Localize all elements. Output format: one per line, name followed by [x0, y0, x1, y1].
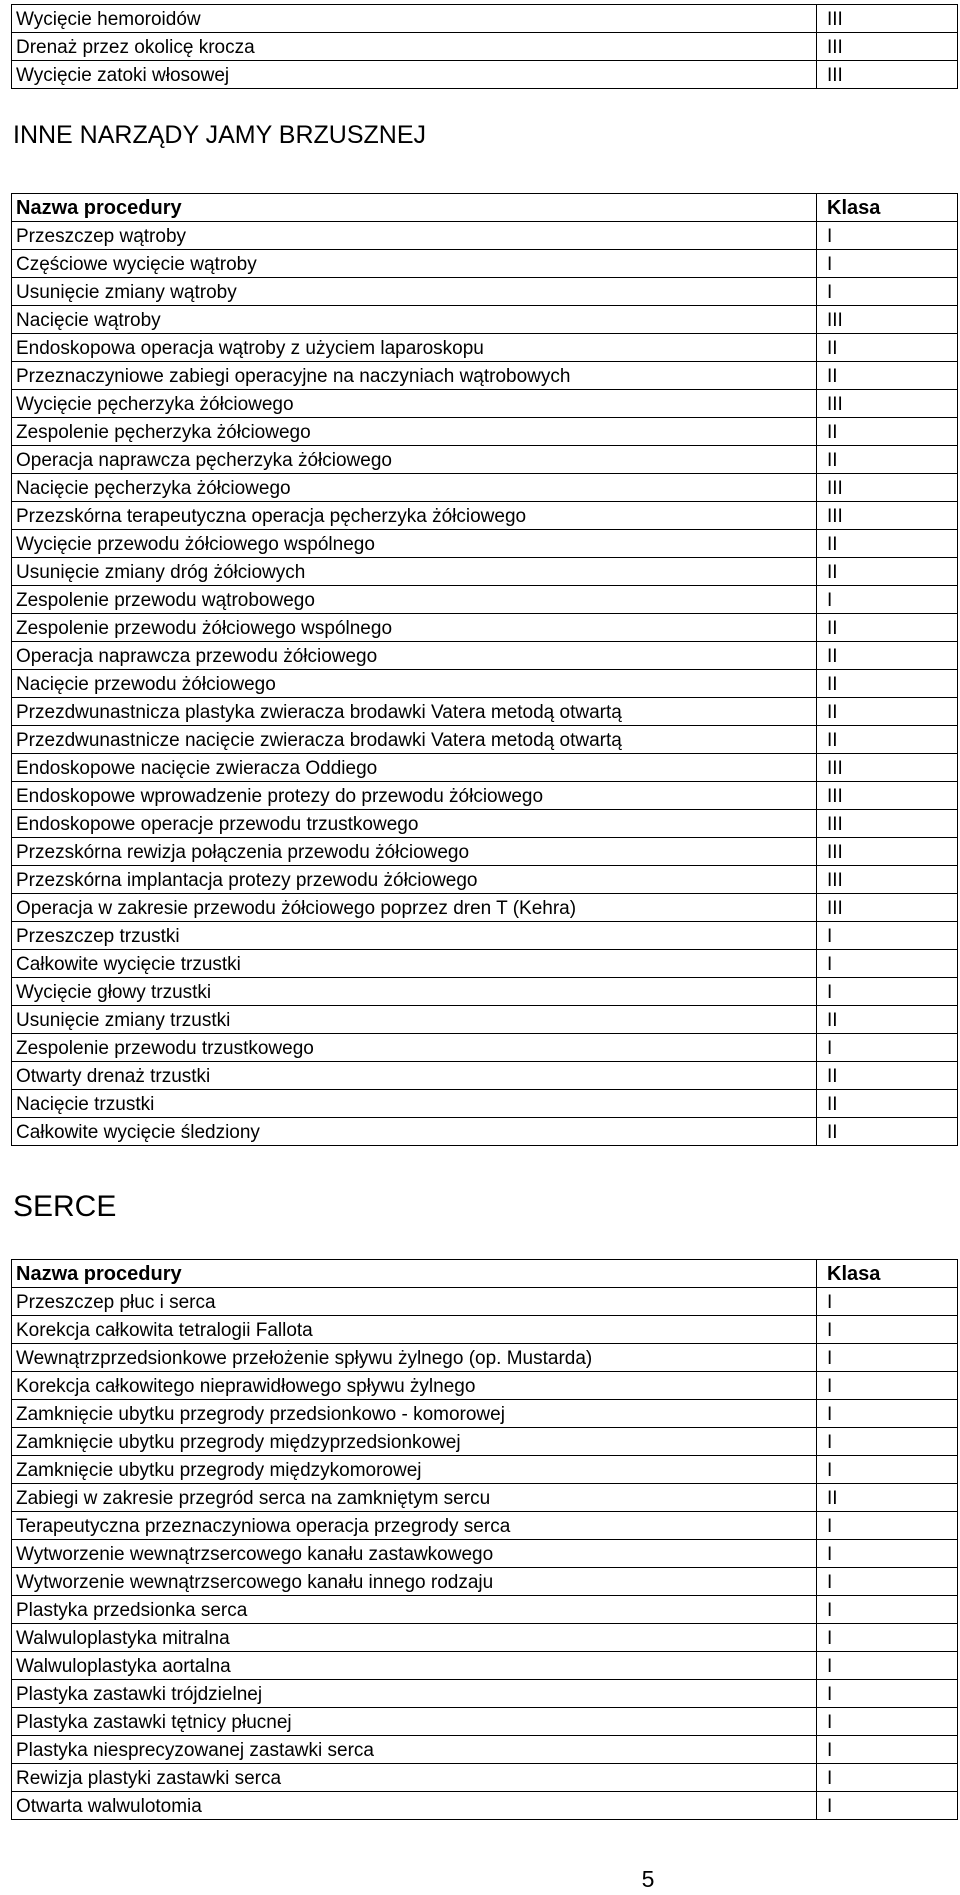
procedure-class-cell: II: [817, 334, 958, 362]
table-row: [12, 670, 958, 698]
procedure-class-cell: I: [817, 1456, 958, 1484]
procedure-class-cell: I: [817, 1680, 958, 1708]
table-row: [12, 1034, 958, 1062]
table-row: [12, 1344, 958, 1372]
procedure-name-cell: Wytworzenie wewnątrzsercowego kanału zastawkowego: [12, 1540, 817, 1568]
table-row: [12, 1372, 958, 1400]
table-row: [12, 1764, 958, 1792]
table-row: [12, 1062, 958, 1090]
procedure-name-cell: Przeznaczyniowe zabiegi operacyjne na naczyniach wątrobowych: [12, 362, 817, 390]
procedure-name-cell: Endoskopowa operacja wątroby z użyciem laparoskopu: [12, 334, 817, 362]
procedure-name-cell: Przezskórna rewizja połączenia przewodu żółciowego: [12, 838, 817, 866]
table-row: [12, 1288, 958, 1316]
table-row: [12, 222, 958, 250]
table-row: [12, 1596, 958, 1624]
procedure-name-cell: Zespolenie przewodu trzustkowego: [12, 1034, 817, 1062]
table-row: [12, 5, 958, 33]
procedure-name-cell: Wycięcie pęcherzyka żółciowego: [12, 390, 817, 418]
procedures-table-heart-body: [12, 1260, 958, 1820]
procedure-name-cell: Przeszczep wątroby: [12, 222, 817, 250]
procedure-class-cell: I: [817, 1652, 958, 1680]
procedure-class-cell: I: [817, 278, 958, 306]
table-row: [12, 530, 958, 558]
procedure-class-cell: III: [817, 866, 958, 894]
procedure-name-cell: Zabiegi w zakresie przegród serca na zamkniętym sercu: [12, 1484, 817, 1512]
procedure-name-cell: Operacja naprawcza pęcherzyka żółciowego: [12, 446, 817, 474]
procedure-class-cell: I: [817, 1736, 958, 1764]
procedure-class-cell: I: [817, 922, 958, 950]
table-row: [12, 446, 958, 474]
column-header-class: Klasa: [817, 1260, 958, 1288]
procedure-name-cell: Częściowe wycięcie wątroby: [12, 250, 817, 278]
procedure-name-cell: Plastyka niesprecyzowanej zastawki serca: [12, 1736, 817, 1764]
procedure-class-cell: I: [817, 1596, 958, 1624]
procedure-class-cell: I: [817, 1288, 958, 1316]
table-row: [12, 1006, 958, 1034]
table-row: [12, 390, 958, 418]
column-header-procedure-name: Nazwa procedury: [12, 1260, 817, 1288]
column-header-procedure-name: Nazwa procedury: [12, 194, 817, 222]
procedure-class-cell: III: [817, 502, 958, 530]
table-row: [12, 502, 958, 530]
table-row: [12, 1316, 958, 1344]
procedure-class-cell: III: [817, 306, 958, 334]
table-row: [12, 1118, 958, 1146]
procedures-table-abdominal: [11, 193, 958, 1146]
procedure-name-cell: Całkowite wycięcie trzustki: [12, 950, 817, 978]
procedure-name-cell: Usunięcie zmiany dróg żółciowych: [12, 558, 817, 586]
table-row: [12, 61, 958, 89]
procedure-name-cell: Otwarta walwulotomia: [12, 1792, 817, 1820]
table-row: [12, 754, 958, 782]
procedure-name-cell: Wytworzenie wewnątrzsercowego kanału innego rodzaju: [12, 1568, 817, 1596]
procedure-name-cell: Całkowite wycięcie śledziony: [12, 1118, 817, 1146]
procedure-class-cell: III: [817, 390, 958, 418]
procedure-name-cell: Wycięcie głowy trzustki: [12, 978, 817, 1006]
procedure-name-cell: Nacięcie pęcherzyka żółciowego: [12, 474, 817, 502]
procedure-name-cell: Endoskopowe nacięcie zwieracza Oddiego: [12, 754, 817, 782]
procedure-class-cell: III: [817, 810, 958, 838]
table-row: [12, 1652, 958, 1680]
procedure-class-cell: II: [817, 362, 958, 390]
procedure-name-cell: Przeszczep trzustki: [12, 922, 817, 950]
table-row: [12, 334, 958, 362]
table-row: [12, 1708, 958, 1736]
procedure-class-cell: I: [817, 1316, 958, 1344]
table-row: [12, 1568, 958, 1596]
procedure-name-cell: Zamknięcie ubytku przegrody przedsionkowo - komorowej: [12, 1400, 817, 1428]
table-row: [12, 726, 958, 754]
procedure-class-cell: I: [817, 1400, 958, 1428]
procedure-name-cell: Korekcja całkowitego nieprawidłowego spływu żylnego: [12, 1372, 817, 1400]
table-row: [12, 33, 958, 61]
table-row: [12, 922, 958, 950]
procedure-class-cell: I: [817, 250, 958, 278]
table-row: [12, 418, 958, 446]
procedure-class-cell: III: [817, 754, 958, 782]
table-row: [12, 1484, 958, 1512]
procedure-class-cell: II: [817, 642, 958, 670]
procedure-name-cell: Wycięcie przewodu żółciowego wspólnego: [12, 530, 817, 558]
procedure-name-cell: Walwuloplastyka aortalna: [12, 1652, 817, 1680]
table-row: [12, 1090, 958, 1118]
procedure-name-cell: Przezdwunastnicze nacięcie zwieracza brodawki Vatera metodą otwartą: [12, 726, 817, 754]
procedure-class-cell: I: [817, 1708, 958, 1736]
procedure-class-cell: I: [817, 222, 958, 250]
procedures-table-top: [11, 4, 958, 89]
table-row: [12, 1512, 958, 1540]
procedure-class-cell: III: [817, 474, 958, 502]
procedure-name-cell: Korekcja całkowita tetralogii Fallota: [12, 1316, 817, 1344]
table-row: [12, 838, 958, 866]
table-row: [12, 474, 958, 502]
procedure-class-cell: II: [817, 1090, 958, 1118]
table-row: [12, 978, 958, 1006]
procedure-class-cell: II: [817, 698, 958, 726]
procedures-table-top-body: [12, 5, 958, 89]
procedure-name-cell: Plastyka zastawki trójdzielnej: [12, 1680, 817, 1708]
procedure-name-cell: Rewizja plastyki zastawki serca: [12, 1764, 817, 1792]
procedure-class-cell: II: [817, 1484, 958, 1512]
procedure-name-cell: Endoskopowe wprowadzenie protezy do przewodu żółciowego: [12, 782, 817, 810]
procedure-class-cell: III: [817, 61, 958, 89]
table-row: [12, 558, 958, 586]
table-row: [12, 614, 958, 642]
procedure-class-cell: I: [817, 1568, 958, 1596]
procedure-class-cell: I: [817, 1540, 958, 1568]
procedure-name-cell: Wewnątrzprzedsionkowe przełożenie spływu żylnego (op. Mustarda): [12, 1344, 817, 1372]
procedure-name-cell: Endoskopowe operacje przewodu trzustkowego: [12, 810, 817, 838]
procedure-class-cell: II: [817, 446, 958, 474]
procedure-class-cell: III: [817, 782, 958, 810]
procedure-name-cell: Usunięcie zmiany wątroby: [12, 278, 817, 306]
procedure-name-cell: Zespolenie pęcherzyka żółciowego: [12, 418, 817, 446]
table-row: [12, 1624, 958, 1652]
procedure-class-cell: I: [817, 1372, 958, 1400]
table-row: [12, 278, 958, 306]
procedure-class-cell: III: [817, 838, 958, 866]
table-row: [12, 810, 958, 838]
procedure-class-cell: II: [817, 670, 958, 698]
procedure-class-cell: I: [817, 1512, 958, 1540]
procedure-name-cell: Otwarty drenaż trzustki: [12, 1062, 817, 1090]
table-row: [12, 1736, 958, 1764]
procedure-name-cell: Zespolenie przewodu żółciowego wspólnego: [12, 614, 817, 642]
page-number: 5: [641, 1866, 655, 1892]
procedure-name-cell: Plastyka zastawki tętnicy płucnej: [12, 1708, 817, 1736]
table-row: [12, 894, 958, 922]
procedure-class-cell: I: [817, 1428, 958, 1456]
procedure-class-cell: II: [817, 1006, 958, 1034]
procedures-table-abdominal-body: [12, 194, 958, 1146]
table-row: [12, 1456, 958, 1484]
table-row: [12, 642, 958, 670]
procedure-class-cell: II: [817, 418, 958, 446]
column-header-class: Klasa: [817, 194, 958, 222]
procedures-table-heart: [11, 1259, 958, 1820]
table-row: [12, 306, 958, 334]
table-row: [12, 782, 958, 810]
procedure-name-cell: Nacięcie przewodu żółciowego: [12, 670, 817, 698]
table-row: [12, 950, 958, 978]
procedure-name-cell: Operacja naprawcza przewodu żółciowego: [12, 642, 817, 670]
table-row: [12, 1540, 958, 1568]
procedure-name-cell: Zamknięcie ubytku przegrody międzykomorowej: [12, 1456, 817, 1484]
procedure-class-cell: II: [817, 558, 958, 586]
procedure-class-cell: I: [817, 950, 958, 978]
table-row: [12, 1792, 958, 1820]
procedure-name-cell: Wycięcie hemoroidów: [12, 5, 817, 33]
procedure-class-cell: II: [817, 1118, 958, 1146]
procedure-class-cell: I: [817, 1034, 958, 1062]
procedure-class-cell: III: [817, 894, 958, 922]
table-row: [12, 1680, 958, 1708]
procedure-class-cell: I: [817, 1344, 958, 1372]
procedure-name-cell: Walwuloplastyka mitralna: [12, 1624, 817, 1652]
procedure-name-cell: Wycięcie zatoki włosowej: [12, 61, 817, 89]
table-row: [12, 698, 958, 726]
table-row: [12, 250, 958, 278]
procedure-class-cell: I: [817, 586, 958, 614]
table-row: [12, 1428, 958, 1456]
table-row: [12, 866, 958, 894]
procedure-name-cell: Przezskórna terapeutyczna operacja pęcherzyka żółciowego: [12, 502, 817, 530]
procedure-name-cell: Terapeutyczna przeznaczyniowa operacja przegrody serca: [12, 1512, 817, 1540]
procedure-class-cell: I: [817, 1624, 958, 1652]
procedure-name-cell: Operacja w zakresie przewodu żółciowego poprzez dren T (Kehra): [12, 894, 817, 922]
table-row: [12, 586, 958, 614]
procedure-name-cell: Przeszczep płuc i serca: [12, 1288, 817, 1316]
procedure-name-cell: Usunięcie zmiany trzustki: [12, 1006, 817, 1034]
section-title-heart: SERCE: [13, 1190, 117, 1223]
procedure-name-cell: Drenaż przez okolicę krocza: [12, 33, 817, 61]
table-row: [12, 362, 958, 390]
procedure-name-cell: Nacięcie wątroby: [12, 306, 817, 334]
table-header-row: [12, 194, 958, 222]
procedure-class-cell: III: [817, 5, 958, 33]
procedure-class-cell: II: [817, 1062, 958, 1090]
procedure-class-cell: I: [817, 978, 958, 1006]
procedure-name-cell: Przezskórna implantacja protezy przewodu żółciowego: [12, 866, 817, 894]
section-title-abdominal-organs: INNE NARZĄDY JAMY BRZUSZNEJ: [13, 121, 427, 149]
procedure-class-cell: I: [817, 1792, 958, 1820]
table-row: [12, 1400, 958, 1428]
procedure-class-cell: II: [817, 726, 958, 754]
procedure-class-cell: II: [817, 530, 958, 558]
table-header-row: [12, 1260, 958, 1288]
procedure-name-cell: Plastyka przedsionka serca: [12, 1596, 817, 1624]
procedure-class-cell: II: [817, 614, 958, 642]
procedure-name-cell: Nacięcie trzustki: [12, 1090, 817, 1118]
procedure-class-cell: III: [817, 33, 958, 61]
procedure-name-cell: Przezdwunastnicza plastyka zwieracza brodawki Vatera metodą otwartą: [12, 698, 817, 726]
procedure-name-cell: Zamknięcie ubytku przegrody międzyprzedsionkowej: [12, 1428, 817, 1456]
procedure-class-cell: I: [817, 1764, 958, 1792]
procedure-name-cell: Zespolenie przewodu wątrobowego: [12, 586, 817, 614]
